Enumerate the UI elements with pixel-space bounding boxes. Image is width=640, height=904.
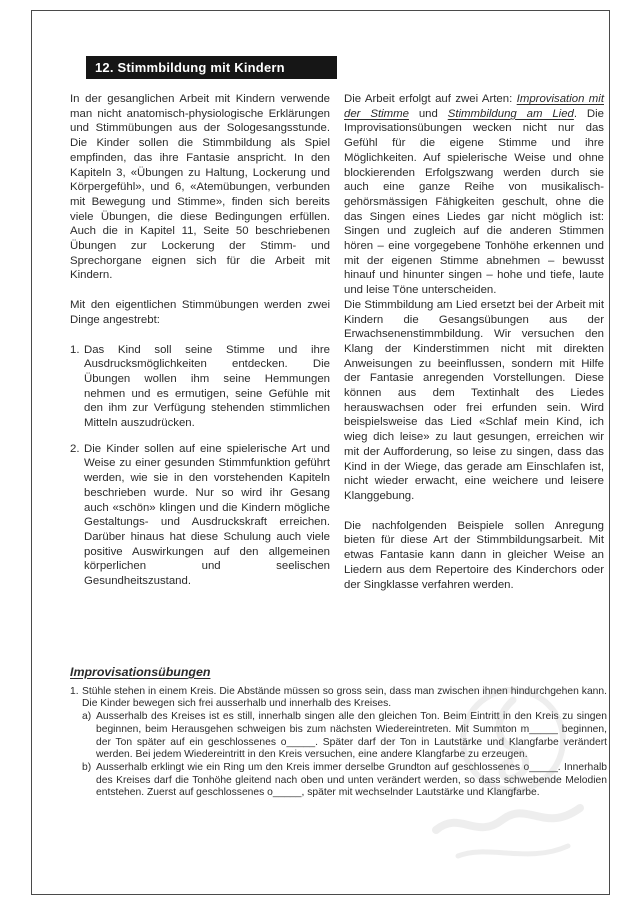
paragraph: Die Stimmbildung am Lied ersetzt bei der Arbeit mit Kindern die Gesangsübungen aus der Erwachsenenstimmbildung. Wir versuchen den Klang der Kinderstimmen nicht mit direkten Anweisungen zu beeinflussen, sondern mit Hilfe der Fantasie anregenden Vorstellungen. Diese können aus dem Textinhalt des Liedes herauswachsen oder frei erfunden sein. Wird beispielsweise das Lied «Schlaf mein Kind, ich wieg dich leise» zu laut gesungen, erreichen wir mit der Aufforderung, so leise zu singen, dass das Kind in der Wiege, das gerade am Einschlafen ist, nicht wieder erwacht, eine weichere und leisere Klanggebung. xyxy=(344,298,604,502)
left-column xyxy=(70,92,330,592)
list-item-text: Die Kinder sollen auf eine spielerische Art und Weise zu einer gesunden Stimmfunktion geführt werden, wie sie in den vorstehenden Kapiteln beschrieben wurde. Nur so wird ihr Gesang auch «schön» klingen und die Kindern mögliche Gestaltungs- und Ausdruckskraft erreichen. Darüber hinaus hat diese Schulung auch viele positive Auswirkungen auf den allgemeinen körperlichen und seelischen Gesundheitszustand. xyxy=(84,442,330,588)
subitem-letter: b) xyxy=(82,761,92,773)
improvisation-section xyxy=(70,666,607,800)
list-item xyxy=(70,442,330,589)
right-column xyxy=(344,92,604,592)
text-segment: . Die Improvisationsübungen wecken nicht nur das Gefühl für die eigene Stimme und ihre Möglichkeiten. Auf spielerische Weise und ohne blockierenden Erfolgszwang werden durch sie auch eine ganze Reihe von musikalisch-gehörsmässigen Fähigkeiten geschult, ohne die das Singen eines Liedes gar nicht möglich ist: Singen und zugleich auf die anderen Stimmen hören – eine vorgegebene Tonhöhe erkennen und mit der eigenen Stimme abnehmen – bewusst hinauf und hinunter singen – hohe und tiefe, laute und leise Töne unterscheiden. xyxy=(344,107,605,297)
paragraph xyxy=(344,92,604,298)
subitem-text: Ausserhalb des Kreises ist es still, innerhalb singen alle den gleichen Ton. Beim Eintritt in den Kreis zu singen beginnen, beim Herausgehen schweigen bis zum nächsten Wiedereintreten. Mit Summton m_____ beginnen, der Ton später auf ein geschlossenes o_____. Später darf der Ton in Lautstärke und Klangfarbe verändert werden. Bei jedem Wiedereintritt in den Kreis versuchen, eine andere Klangfarbe zu erzeugen. xyxy=(96,711,607,761)
exercise-item xyxy=(70,686,607,711)
paragraph: Mit den eigentlichen Stimmübungen werden zwei Dinge angestrebt: xyxy=(70,299,330,326)
section-heading: Improvisationsübungen xyxy=(70,665,211,679)
body-columns xyxy=(70,92,604,592)
paragraph: In der gesanglichen Arbeit mit Kindern verwende man nicht anatomisch-physiologische Erklärungen und Stimmübungen aus der Sologesangsstunde. Die Kinder sollen die Stimmbildung als Spiel empfinden, das ihre Fantasie anspricht. In den Kapiteln 3, «Übungen zu Haltung, Lockerung und Körpergefühl», und 6, «Atemübungen, verbunden mit Bewegung und Stimme», finden sich bereits viele Übungen, die diese Bedingungen erfüllen. Auch die in Kapitel 11, Seite 50 beschriebenen Übungen zur Lockerung der Stimm- und Sprechorgane eignen sich für die Arbeit mit Kindern. xyxy=(70,93,330,282)
paragraph: Die nachfolgenden Beispiele sollen Anregung bieten für diese Art der Stimmbildungsarbeit. Mit etwas Fantasie kann dann in gleicher Weise an Liedern aus dem Repertoire des Kinderchors oder der Singklasse verfahren werden. xyxy=(344,519,604,591)
text-segment: und xyxy=(408,107,448,120)
list-item-number: 1. xyxy=(70,343,80,356)
exercise-sublist xyxy=(82,711,607,800)
list-item-text: Das Kind soll seine Stimme und ihre Ausdrucksmöglichkeiten entdecken. Die Übungen wollen ihm seine Hemmungen nehmen und es ermutigen, seine Gefühle mit den ihm zur Verfügung stehenden stimmlichen Mitteln auszudrücken. xyxy=(84,343,330,430)
list-item xyxy=(70,343,330,431)
subitem-text: Ausserhalb erklingt wie ein Ring um den Kreis immer derselbe Grundton auf geschlossenes o_____. Innerhalb des Kreises darf die Tonhöhe gleitend nach oben und unten verändert werden, so dass schwebende Melodien entstehen. Zuerst auf geschlossenes o_____, später mit wechselnder Lautstärke und Klangfarbe. xyxy=(96,761,607,799)
list-item-number: 2. xyxy=(70,442,80,455)
exercise-subitem xyxy=(82,711,607,762)
chapter-title: 12. Stimmbildung mit Kindern xyxy=(95,60,285,75)
exercise-text: Stühle stehen in einem Kreis. Die Abstände müssen so gross sein, dass man zwischen ihnen hindurchgehen kann. Die Kinder bewegen sich frei ausserhalb und innerhalb des Kreises. xyxy=(82,685,607,710)
subitem-letter: a) xyxy=(82,711,92,723)
chapter-header xyxy=(86,56,337,79)
exercise-subitem xyxy=(82,762,607,800)
emphasized-term: Stimmbildung am Lied xyxy=(447,107,574,120)
emphasized-term: Improvisation mit der Stimme xyxy=(344,93,604,120)
text-segment: Die Arbeit erfolgt auf zwei Arten: xyxy=(344,93,517,105)
exercise-number: 1. xyxy=(70,685,79,697)
